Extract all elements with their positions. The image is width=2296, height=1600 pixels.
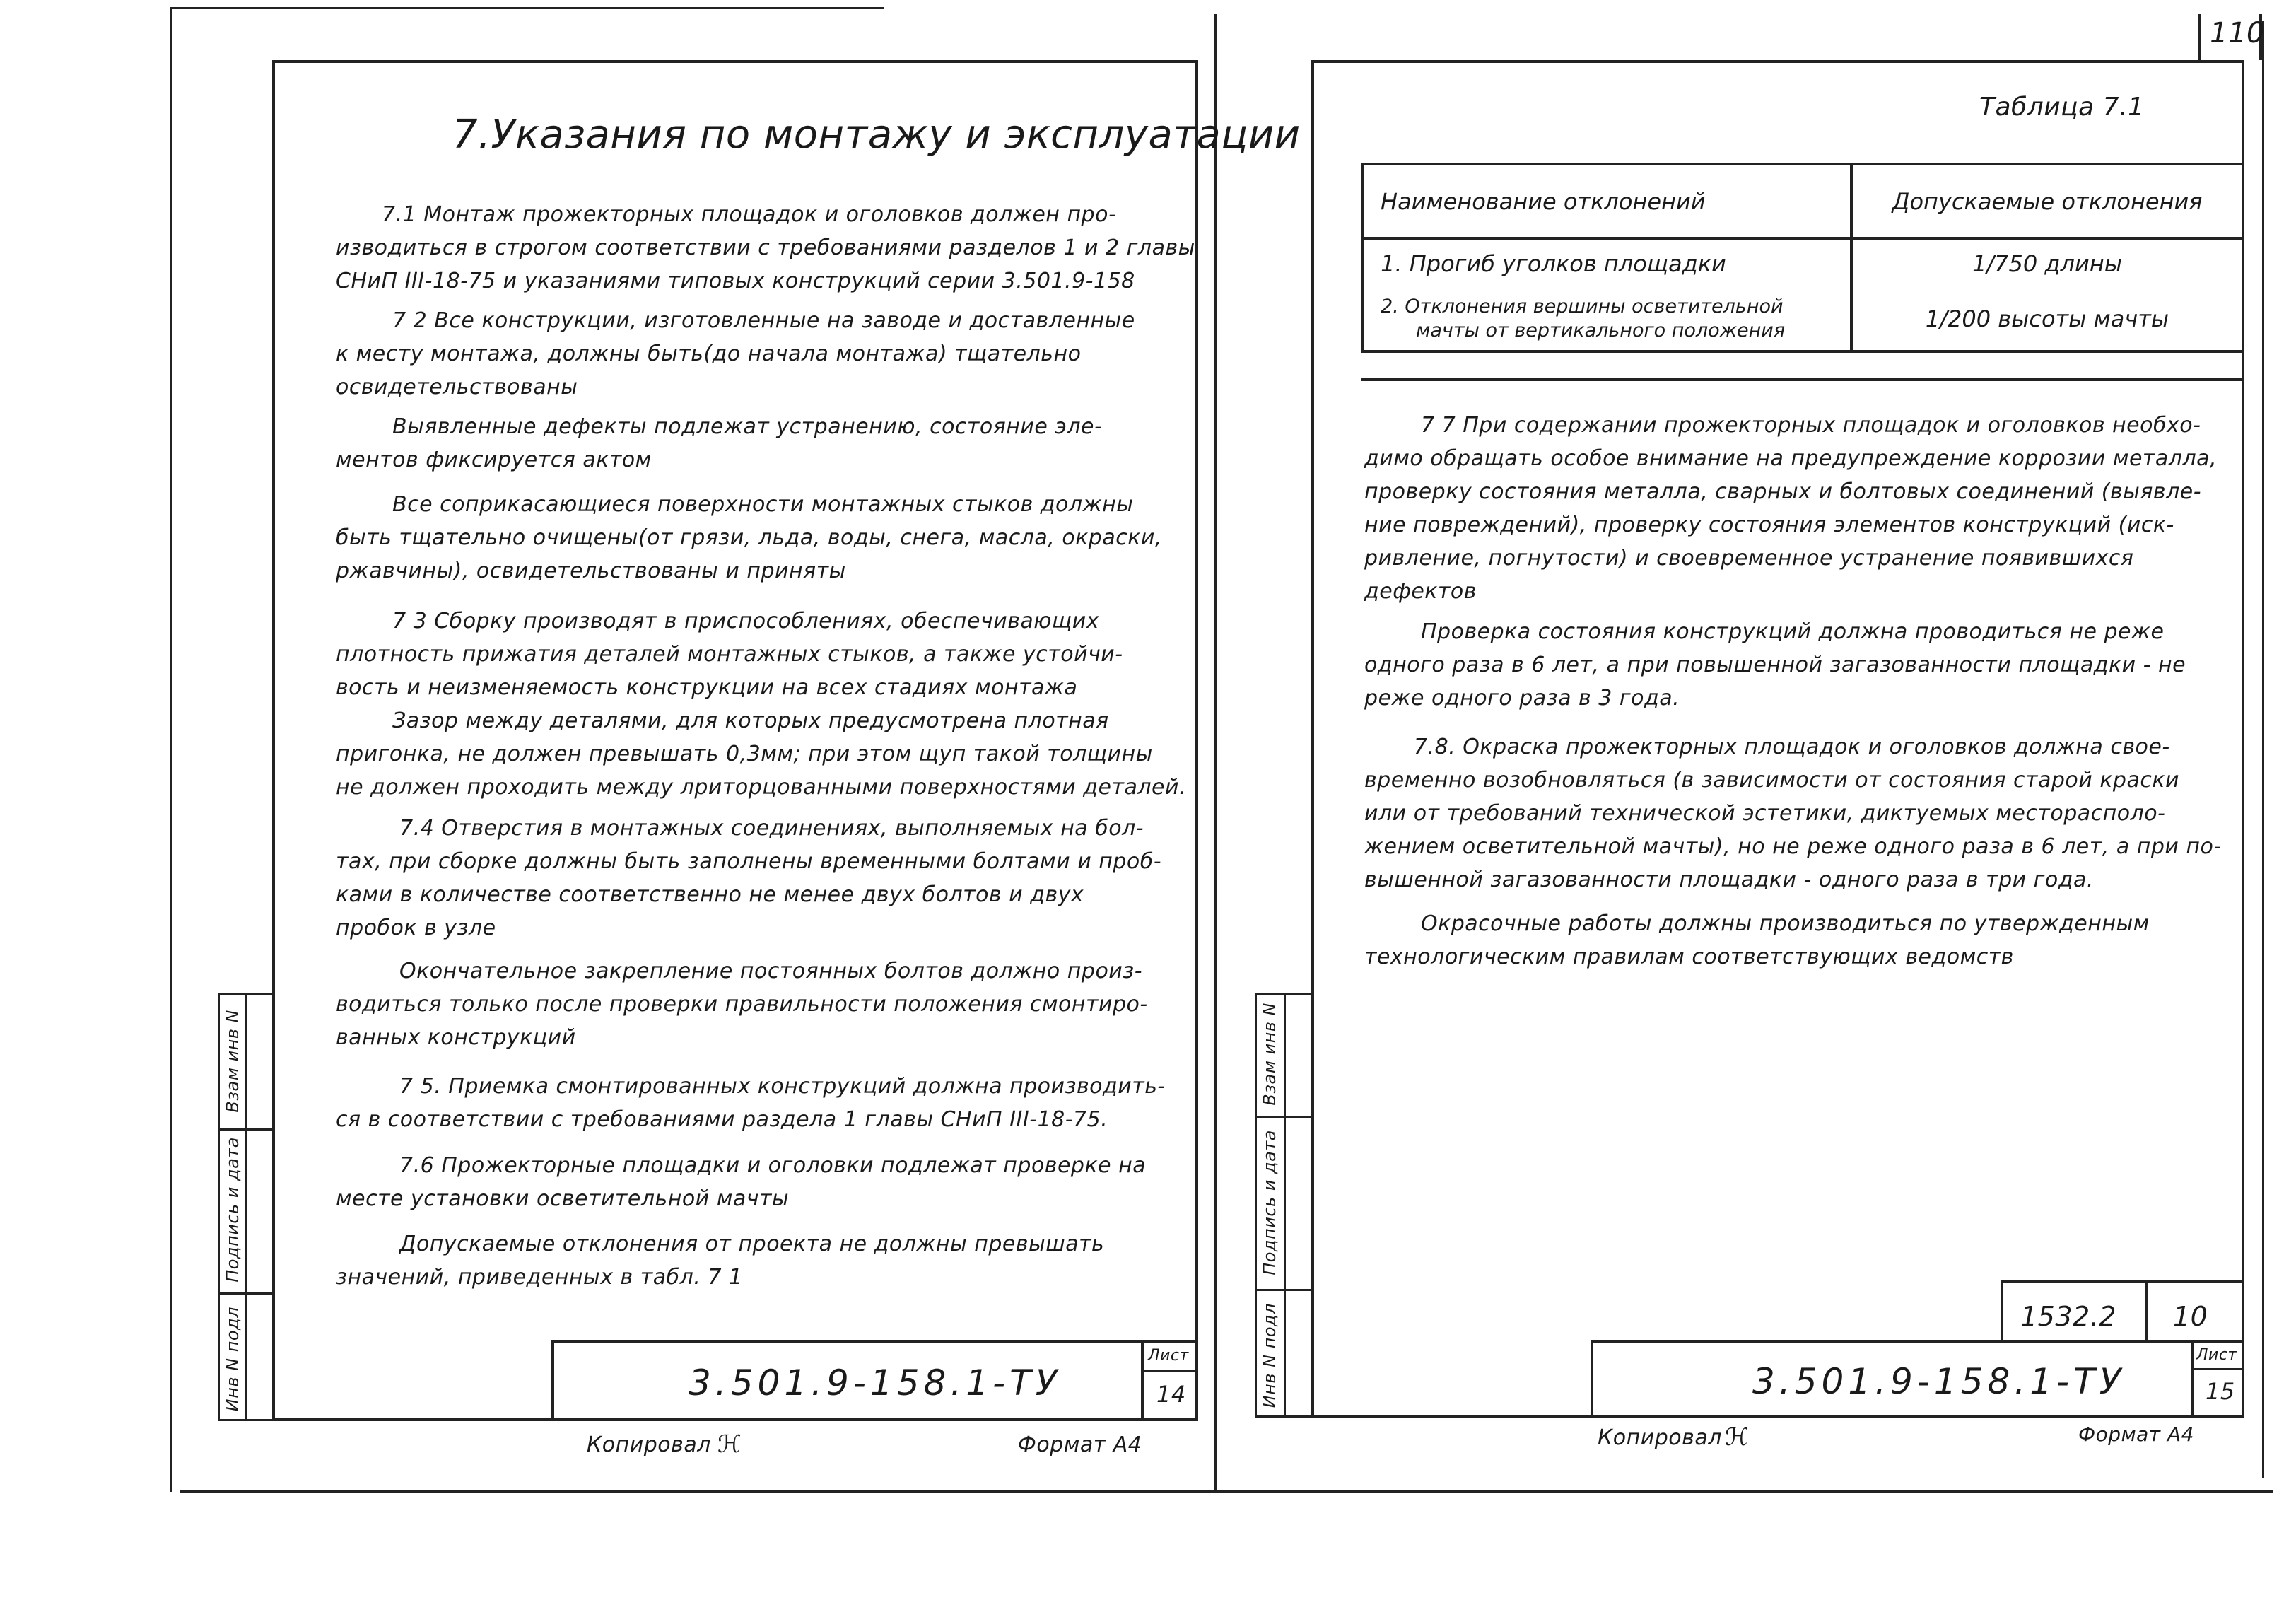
tolerance-table: [1361, 163, 2244, 353]
left-line: ментов фиксируется актом: [336, 448, 652, 472]
right-stamp-mark: 10: [2173, 1301, 2208, 1332]
left-line: Все соприкасающиеся поверхности монтажных стыков должны: [392, 492, 1134, 517]
left-heading: 7.Указания по монтажу и эксплуатации: [452, 112, 1301, 158]
table-row: [1362, 288, 2243, 351]
left-sheet-label: Лист: [1148, 1347, 1189, 1365]
left-line: Допускаемые отклонения от проекта не должны превышать: [399, 1232, 1105, 1256]
right-copier-signature: ℋ: [1725, 1423, 1750, 1452]
left-side-label-inv: Инв N подл: [223, 1307, 242, 1412]
left-line: изводиться в строгом соответствии с требованиями разделов 1 и 2 главы: [336, 235, 1195, 260]
scan-right-line: [2262, 21, 2264, 1478]
left-line: тах, при сборке должны быть заполнены временными болтами и проб-: [336, 849, 1162, 874]
left-line: Выявленные дефекты подлежат устранению, состояние эле-: [392, 414, 1103, 439]
right-line: одного раза в 6 лет, а при повышенной загазованности площадки - не: [1364, 653, 2186, 677]
right-sheet-number: 15: [2206, 1378, 2235, 1405]
left-line: вость и неизменяемость конструкции на всех стадиях монтажа: [336, 675, 1078, 700]
left-line: значений, приведенных в табл. 7 1: [336, 1265, 743, 1290]
right-line: проверку состояния металла, сварных и болтовых соединений (выявле-: [1364, 479, 2202, 504]
table-header-value: Допускаемые отклонения: [1851, 164, 2243, 238]
right-sheet-label: Лист: [2196, 1346, 2237, 1364]
left-line: 7.1 Монтаж прожекторных площадок и оголовков должен про-: [382, 202, 1117, 227]
left-line: ся в соответствии с требованиями раздела 1 главы СНиП III-18-75.: [336, 1107, 1108, 1132]
left-line: плотность прижатия деталей монтажных стыков, а также устойчи-: [336, 642, 1123, 667]
right-line: дефектов: [1364, 579, 1477, 604]
left-line: ванных конструкций: [336, 1025, 576, 1050]
right-side-label-inv: Инв N подл: [1260, 1303, 1279, 1408]
scan-left-line: [170, 7, 172, 1492]
left-line: пригонка, не должен превышать 0,3мм; при этом щуп такой толщины: [336, 742, 1153, 766]
right-title-block: [1591, 1340, 2244, 1418]
right-line: жением осветительной мачты), но не реже одного раза в 6 лет, а при по-: [1364, 834, 2222, 859]
scan-bottom-line: [180, 1490, 2273, 1493]
table-bottom-rule: [1361, 378, 2244, 381]
right-corner-number-box: [2198, 14, 2265, 60]
left-line: водиться только после проверки правильности положения смонтиро-: [336, 992, 1148, 1017]
left-line: Окончательное закрепление постоянных болтов должно произ-: [399, 959, 1143, 983]
table-header-name: Наименование отклонений: [1362, 164, 1851, 238]
right-line: технологическим правилам соответствующих ведомств: [1364, 945, 2014, 969]
right-line: 7 7 При содержании прожекторных площадок и оголовков необхо-: [1421, 413, 2201, 438]
table-row-value: 1/750 длины: [1851, 238, 2243, 288]
left-line: не должен проходить между лриторцованными поверхностями деталей.: [336, 775, 1186, 800]
left-line: Зазор между деталями, для которых предусмотрена плотная: [392, 708, 1109, 733]
left-line: 7.6 Прожекторные площадки и оголовки подлежат проверке на: [399, 1153, 1147, 1178]
left-line: к месту монтажа, должны быть(до начала монтажа) тщательно: [336, 341, 1082, 366]
left-line: 7 3 Сборку производят в приспособлениях, обеспечивающих: [392, 609, 1100, 633]
right-line: временно возобновляться (в зависимости от состояния старой краски: [1364, 768, 2179, 793]
left-line: 7 2 Все конструкции, изготовленные на заводе и доставленные: [392, 308, 1135, 333]
right-doc-code: 3.501.9-158.1-ТУ: [1752, 1361, 2126, 1402]
left-line: СНиП III-18-75 и указаниями типовых конструкций серии 3.501.9-158: [336, 269, 1135, 293]
left-title-block: [551, 1340, 1198, 1421]
right-side-strip: [1255, 993, 1313, 1418]
left-doc-code: 3.501.9-158.1-ТУ: [689, 1362, 1062, 1403]
table-row-name: 2. Отклонения вершины осветительной мачты от вертикального положения: [1362, 288, 1851, 351]
table-row-value: 1/200 высоты мачты: [1851, 288, 2243, 351]
right-line: Окрасочные работы должны производиться по утвержденным: [1421, 911, 2150, 936]
left-sheet-number: 14: [1156, 1381, 1186, 1408]
table-row-name: 1. Прогиб уголков площадки: [1362, 238, 1851, 288]
left-copied-label: Копировал: [587, 1432, 711, 1457]
scan-spine-line: [1214, 14, 1217, 1492]
right-line: 7.8. Окраска прожекторных площадок и оголовков должна свое-: [1414, 735, 2170, 759]
left-side-label-replace: Взам инв N: [223, 1010, 242, 1113]
right-line: или от требований технической эстетики, диктуемых месторасполо-: [1364, 801, 2166, 826]
right-line: вышенной загазованности площадки - одного раза в три года.: [1364, 868, 2094, 892]
left-line: ками в количестве соответственно не менее двух болтов и двух: [336, 882, 1084, 907]
right-stamp-number: 1532.2: [2020, 1301, 2116, 1332]
right-table-caption: Таблица 7.1: [1979, 93, 2145, 122]
right-corner-number: 110: [2210, 17, 2265, 49]
left-line: ржавчины), освидетельствованы и приняты: [336, 559, 846, 583]
right-line: реже одного раза в 3 года.: [1364, 686, 1680, 711]
right-copied-label: Копировал: [1598, 1425, 1722, 1450]
left-side-label-signature: Подпись и дата: [223, 1137, 242, 1283]
table-row: [1362, 238, 2243, 288]
right-format-label: Формат А4: [2078, 1423, 2194, 1446]
left-line: месте установки осветительной мачты: [336, 1186, 790, 1211]
left-line: 7 5. Приемка смонтированных конструкций должна производить-: [399, 1074, 1166, 1099]
left-side-strip: [218, 993, 274, 1421]
right-line: димо обращать особое внимание на предупреждение коррозии металла,: [1364, 446, 2218, 471]
left-copier-signature: ℋ: [718, 1430, 742, 1459]
left-line: освидетельствованы: [336, 375, 578, 399]
left-line: 7.4 Отверстия в монтажных соединениях, выполняемых на бол-: [399, 816, 1144, 841]
right-line: ние повреждений), проверку состояния элементов конструкций (иск-: [1364, 513, 2174, 537]
scan-top-line-left: [170, 7, 884, 9]
left-line: быть тщательно очищены(от грязи, льда, воды, снега, масла, окраски,: [336, 525, 1162, 550]
right-line: Проверка состояния конструкций должна проводиться не реже: [1421, 619, 2165, 644]
right-line: ривление, погнутости) и своевременное устранение появившихся: [1364, 546, 2134, 571]
left-format-label: Формат А4: [1018, 1432, 1142, 1457]
left-line: пробок в узле: [336, 916, 496, 940]
right-side-label-replace: Взам инв N: [1260, 1003, 1279, 1106]
right-side-label-signature: Подпись и дата: [1260, 1130, 1279, 1275]
right-stamp-number-box: [2001, 1280, 2244, 1343]
